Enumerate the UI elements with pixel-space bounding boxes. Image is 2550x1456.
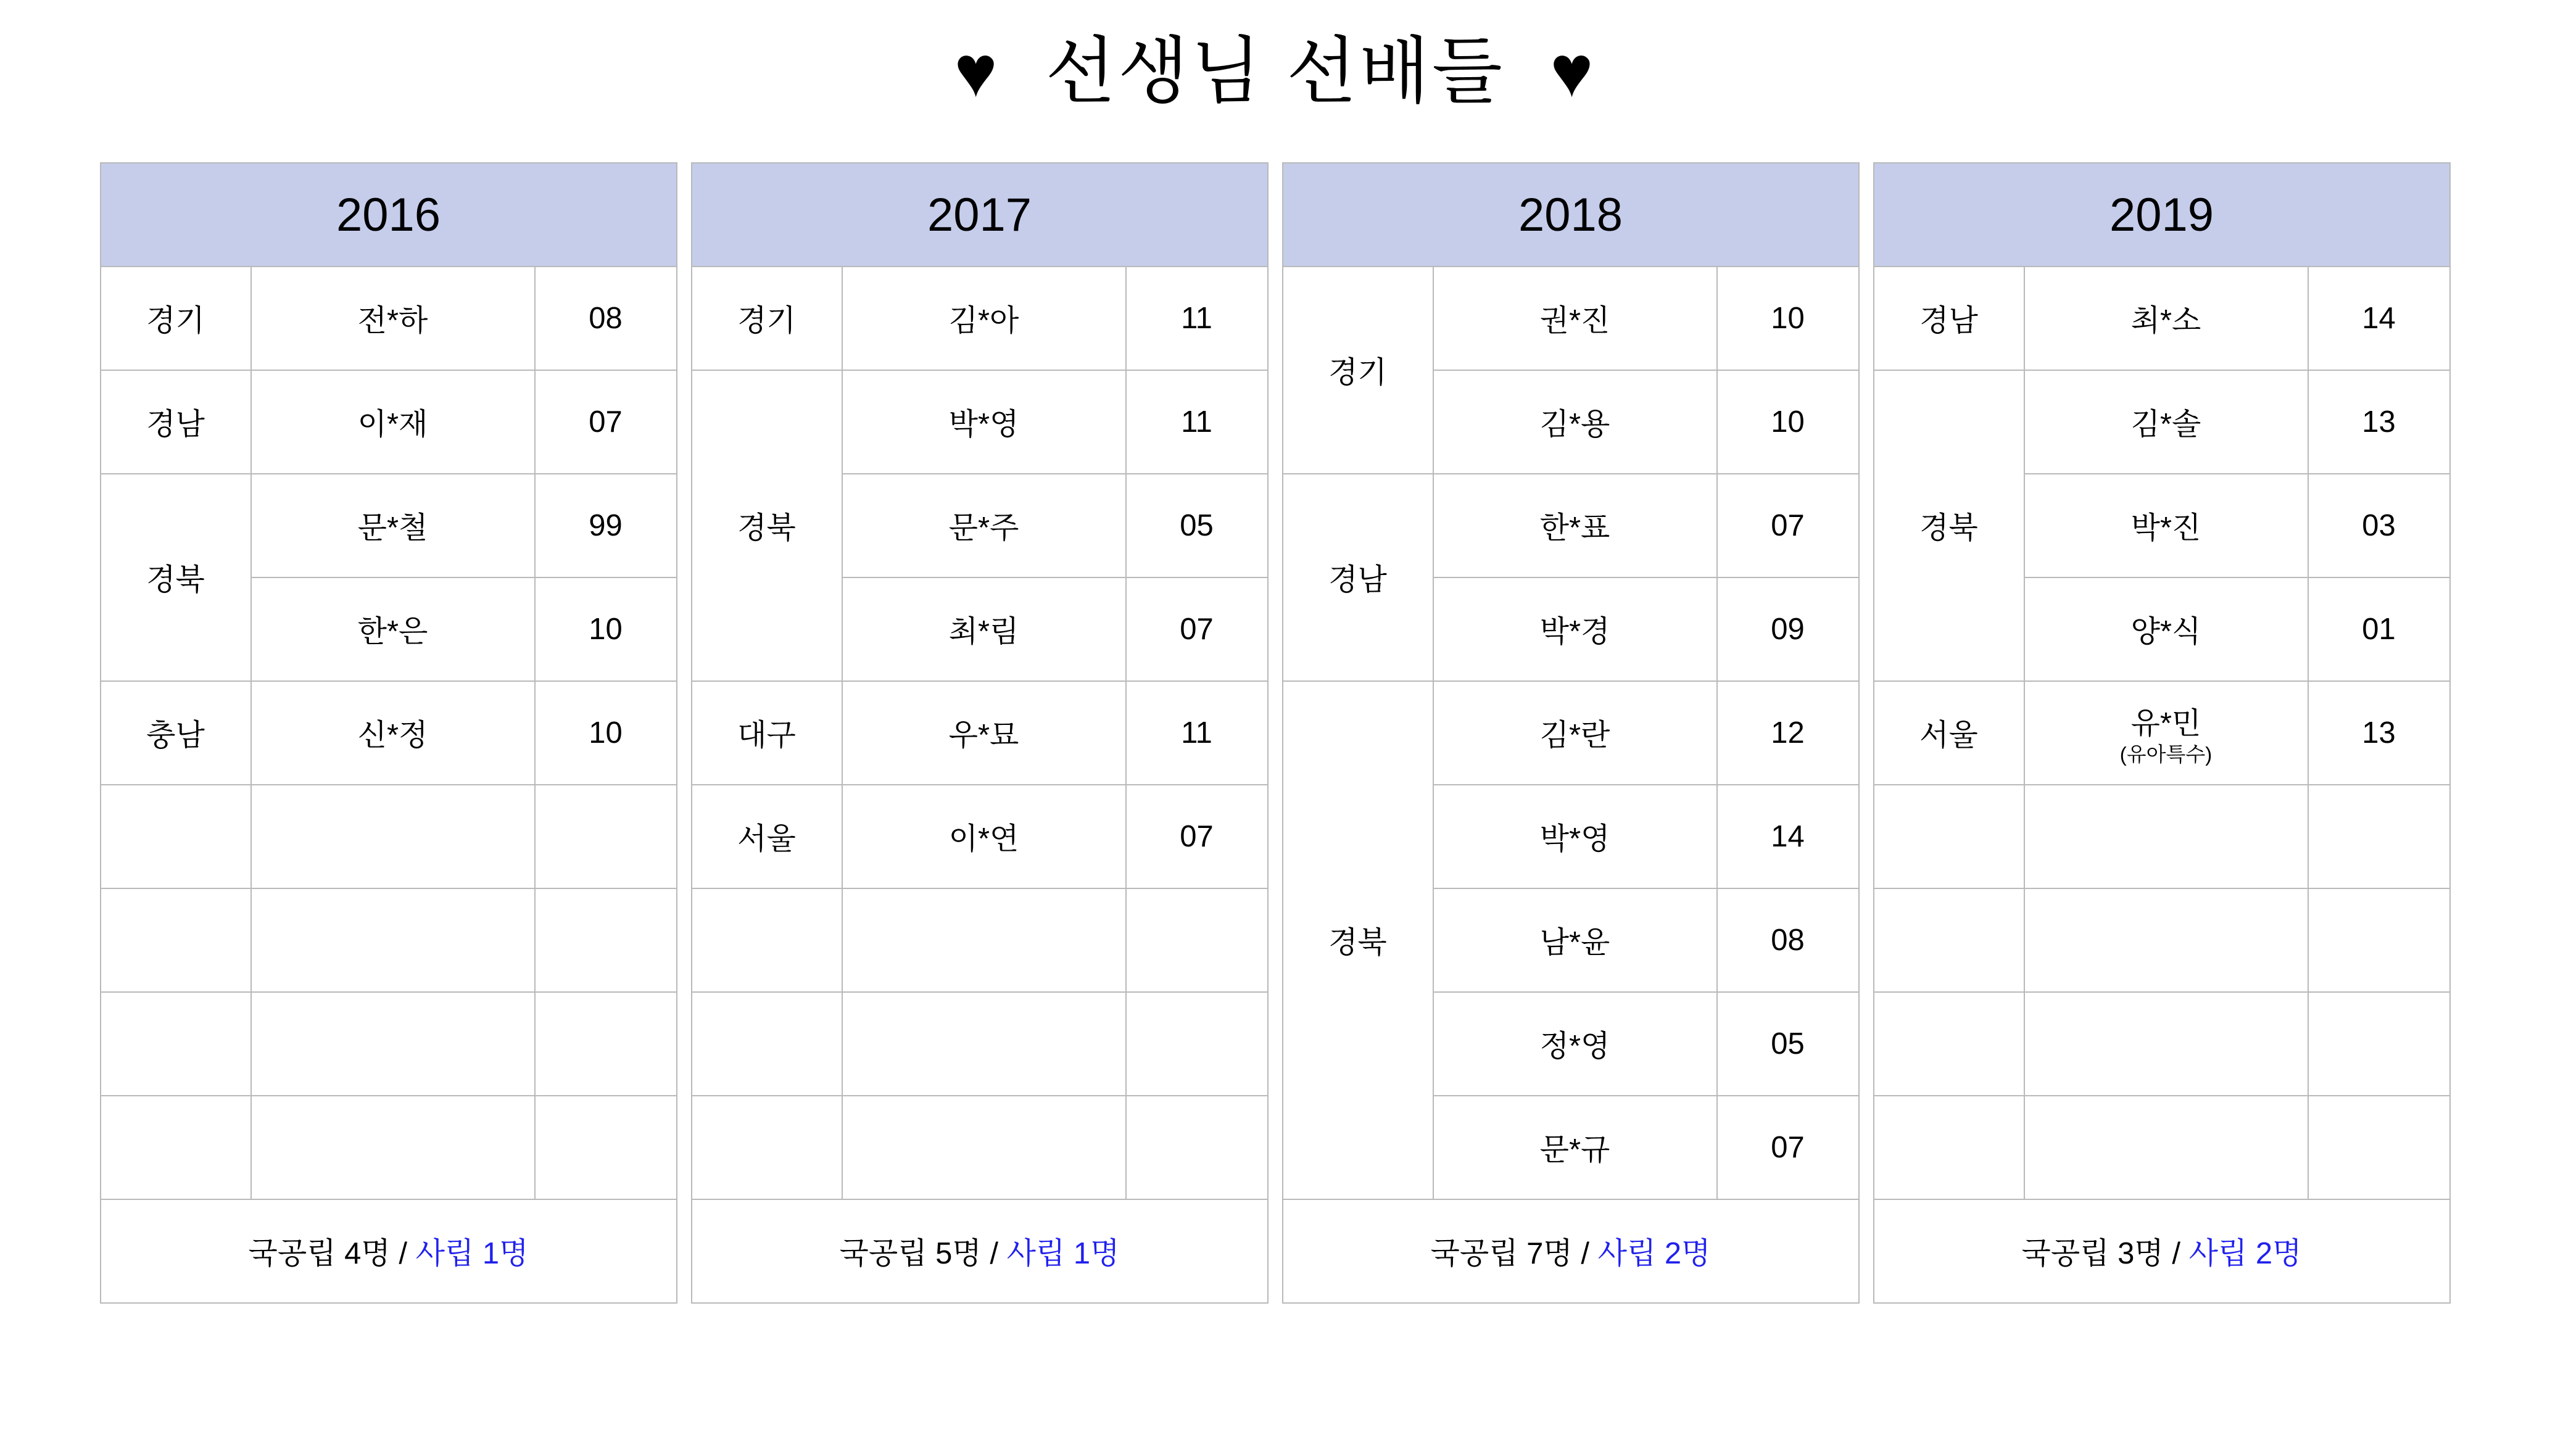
cell-name: 한*표 xyxy=(1433,474,1717,577)
cell-number: 05 xyxy=(1126,474,1268,577)
cell-region: 경북 xyxy=(1874,370,2024,681)
cell-name xyxy=(842,888,1126,992)
table-row xyxy=(101,370,677,474)
table-header-row xyxy=(1283,163,1859,267)
table-row xyxy=(101,267,677,370)
cell-number xyxy=(535,992,677,1096)
cell-number xyxy=(535,888,677,992)
summary-separator: / xyxy=(2163,1237,2189,1271)
year-table-2016 xyxy=(100,162,677,1304)
cell-name xyxy=(2024,888,2308,992)
cell-region xyxy=(1874,1096,2024,1199)
table-row xyxy=(692,267,1268,370)
table-row xyxy=(101,785,677,888)
table-row xyxy=(1283,474,1859,577)
cell-region: 경기 xyxy=(1283,267,1433,474)
cell-name: 이*연 xyxy=(842,785,1126,888)
cell-name xyxy=(251,992,535,1096)
cell-name-main: 유*민 xyxy=(2130,707,2201,741)
cell-name: 한*은 xyxy=(251,577,535,681)
cell-number xyxy=(2308,785,2450,888)
cell-number: 10 xyxy=(1717,267,1859,370)
table-header-row xyxy=(101,163,677,267)
cell-number: 05 xyxy=(1717,992,1859,1096)
cell-region xyxy=(101,888,251,992)
cell-name xyxy=(2024,1096,2308,1199)
cell-number xyxy=(1126,992,1268,1096)
cell-name: 박*영 xyxy=(1433,785,1717,888)
cell-name: 권*진 xyxy=(1433,267,1717,370)
cell-name xyxy=(2024,785,2308,888)
cell-name: 남*윤 xyxy=(1433,888,1717,992)
table-header-row xyxy=(692,163,1268,267)
cell-name: 문*주 xyxy=(842,474,1126,577)
cell-region: 경북 xyxy=(692,370,842,681)
cell-name xyxy=(2024,992,2308,1096)
cell-name: 우*묘 xyxy=(842,681,1126,785)
cell-region: 경기 xyxy=(692,267,842,370)
cell-region xyxy=(101,785,251,888)
cell-number: 99 xyxy=(535,474,677,577)
table-row xyxy=(1283,681,1859,785)
year-header-2016: 2016 xyxy=(101,163,677,267)
table-row xyxy=(1874,785,2450,888)
table-footer-row xyxy=(1283,1199,1859,1303)
cell-number xyxy=(2308,1096,2450,1199)
cell-number xyxy=(1126,888,1268,992)
summary-public-count: 국공립 3명 xyxy=(2021,1237,2164,1271)
cell-number: 12 xyxy=(1717,681,1859,785)
cell-number xyxy=(2308,888,2450,992)
summary-separator: / xyxy=(390,1237,416,1271)
summary-private-count: 사립 1명 xyxy=(415,1237,529,1271)
table-row xyxy=(101,888,677,992)
year-table-2017 xyxy=(691,162,1269,1304)
cell-name: 박*영 xyxy=(842,370,1126,474)
cell-region: 경북 xyxy=(101,474,251,681)
table-row xyxy=(1874,267,2450,370)
cell-number: 08 xyxy=(535,267,677,370)
cell-name xyxy=(251,888,535,992)
summary-private-count: 사립 2명 xyxy=(2188,1237,2302,1271)
table-row xyxy=(1874,992,2450,1096)
cell-name: 김*아 xyxy=(842,267,1126,370)
cell-region xyxy=(1874,785,2024,888)
cell-name: 최*림 xyxy=(842,577,1126,681)
cell-name xyxy=(2024,681,2308,785)
table-row xyxy=(1874,1096,2450,1199)
cell-number: 11 xyxy=(1126,681,1268,785)
cell-region xyxy=(101,1096,251,1199)
cell-number xyxy=(1126,1096,1268,1199)
cell-name xyxy=(842,1096,1126,1199)
cell-number: 10 xyxy=(535,577,677,681)
summary-private-count: 사립 1명 xyxy=(1006,1237,1120,1271)
cell-region xyxy=(101,992,251,1096)
cell-region xyxy=(1874,992,2024,1096)
cell-name: 최*소 xyxy=(2024,267,2308,370)
cell-name: 이*재 xyxy=(251,370,535,474)
year-table-2018 xyxy=(1282,162,1860,1304)
year-header-2019: 2019 xyxy=(1874,163,2450,267)
summary-public-count: 국공립 5명 xyxy=(839,1237,982,1271)
cell-region xyxy=(692,992,842,1096)
table-row xyxy=(1283,267,1859,370)
summary-separator: / xyxy=(1572,1237,1598,1271)
cell-name: 문*규 xyxy=(1433,1096,1717,1199)
cell-name: 김*란 xyxy=(1433,681,1717,785)
cell-number: 08 xyxy=(1717,888,1859,992)
summary-cell xyxy=(101,1199,677,1303)
cell-name: 양*식 xyxy=(2024,577,2308,681)
cell-region: 서울 xyxy=(1874,681,2024,785)
cell-name xyxy=(251,785,535,888)
cell-number: 11 xyxy=(1126,267,1268,370)
summary-cell xyxy=(1874,1199,2450,1303)
year-header-2018: 2018 xyxy=(1283,163,1859,267)
cell-number: 13 xyxy=(2308,370,2450,474)
cell-name xyxy=(842,992,1126,1096)
year-tables-container xyxy=(0,162,2550,1304)
cell-name: 김*솔 xyxy=(2024,370,2308,474)
table-row xyxy=(692,1096,1268,1199)
cell-region: 충남 xyxy=(101,681,251,785)
summary-cell xyxy=(692,1199,1268,1303)
cell-number: 10 xyxy=(1717,370,1859,474)
cell-region: 경북 xyxy=(1283,681,1433,1199)
table-footer-row xyxy=(692,1199,1268,1303)
cell-name: 전*하 xyxy=(251,267,535,370)
table-row xyxy=(692,888,1268,992)
page-title: ♥ 선생님 선배들 ♥ xyxy=(954,31,1596,112)
table-footer-row xyxy=(1874,1199,2450,1303)
cell-number xyxy=(2308,992,2450,1096)
cell-region xyxy=(692,1096,842,1199)
table-row xyxy=(1874,370,2450,474)
table-footer-row xyxy=(101,1199,677,1303)
cell-region: 경남 xyxy=(101,370,251,474)
cell-region: 대구 xyxy=(692,681,842,785)
table-row xyxy=(101,1096,677,1199)
cell-name xyxy=(251,1096,535,1199)
cell-region: 경기 xyxy=(101,267,251,370)
cell-number: 07 xyxy=(1717,474,1859,577)
cell-number: 07 xyxy=(1126,577,1268,681)
cell-name: 박*진 xyxy=(2024,474,2308,577)
cell-number: 01 xyxy=(2308,577,2450,681)
summary-cell xyxy=(1283,1199,1859,1303)
cell-region: 서울 xyxy=(692,785,842,888)
cell-number: 07 xyxy=(1126,785,1268,888)
cell-region xyxy=(692,888,842,992)
cell-number: 09 xyxy=(1717,577,1859,681)
table-header-row xyxy=(1874,163,2450,267)
cell-name: 정*영 xyxy=(1433,992,1717,1096)
table-row xyxy=(692,370,1268,474)
cell-name: 신*정 xyxy=(251,681,535,785)
cell-number: 14 xyxy=(1717,785,1859,888)
table-row xyxy=(101,474,677,577)
cell-number: 11 xyxy=(1126,370,1268,474)
table-row xyxy=(1874,681,2450,785)
cell-name: 박*경 xyxy=(1433,577,1717,681)
summary-public-count: 국공립 7명 xyxy=(1430,1237,1573,1271)
table-row xyxy=(1874,888,2450,992)
table-row xyxy=(101,992,677,1096)
cell-number: 07 xyxy=(1717,1096,1859,1199)
summary-private-count: 사립 2명 xyxy=(1597,1237,1711,1271)
cell-name: 김*용 xyxy=(1433,370,1717,474)
year-table-2019 xyxy=(1873,162,2451,1304)
cell-name: 문*철 xyxy=(251,474,535,577)
table-row xyxy=(692,785,1268,888)
cell-region: 경남 xyxy=(1874,267,2024,370)
summary-separator: / xyxy=(981,1237,1007,1271)
cell-number xyxy=(535,1096,677,1199)
cell-number xyxy=(535,785,677,888)
cell-number: 10 xyxy=(535,681,677,785)
table-row xyxy=(692,681,1268,785)
cell-number: 03 xyxy=(2308,474,2450,577)
cell-region xyxy=(1874,888,2024,992)
table-row xyxy=(692,992,1268,1096)
year-header-2017: 2017 xyxy=(692,163,1268,267)
cell-name-note: (유아특수) xyxy=(2119,743,2213,766)
cell-number: 07 xyxy=(535,370,677,474)
cell-region: 경남 xyxy=(1283,474,1433,681)
cell-number: 13 xyxy=(2308,681,2450,785)
table-row xyxy=(101,681,677,785)
cell-number: 14 xyxy=(2308,267,2450,370)
summary-public-count: 국공립 4명 xyxy=(248,1237,391,1271)
